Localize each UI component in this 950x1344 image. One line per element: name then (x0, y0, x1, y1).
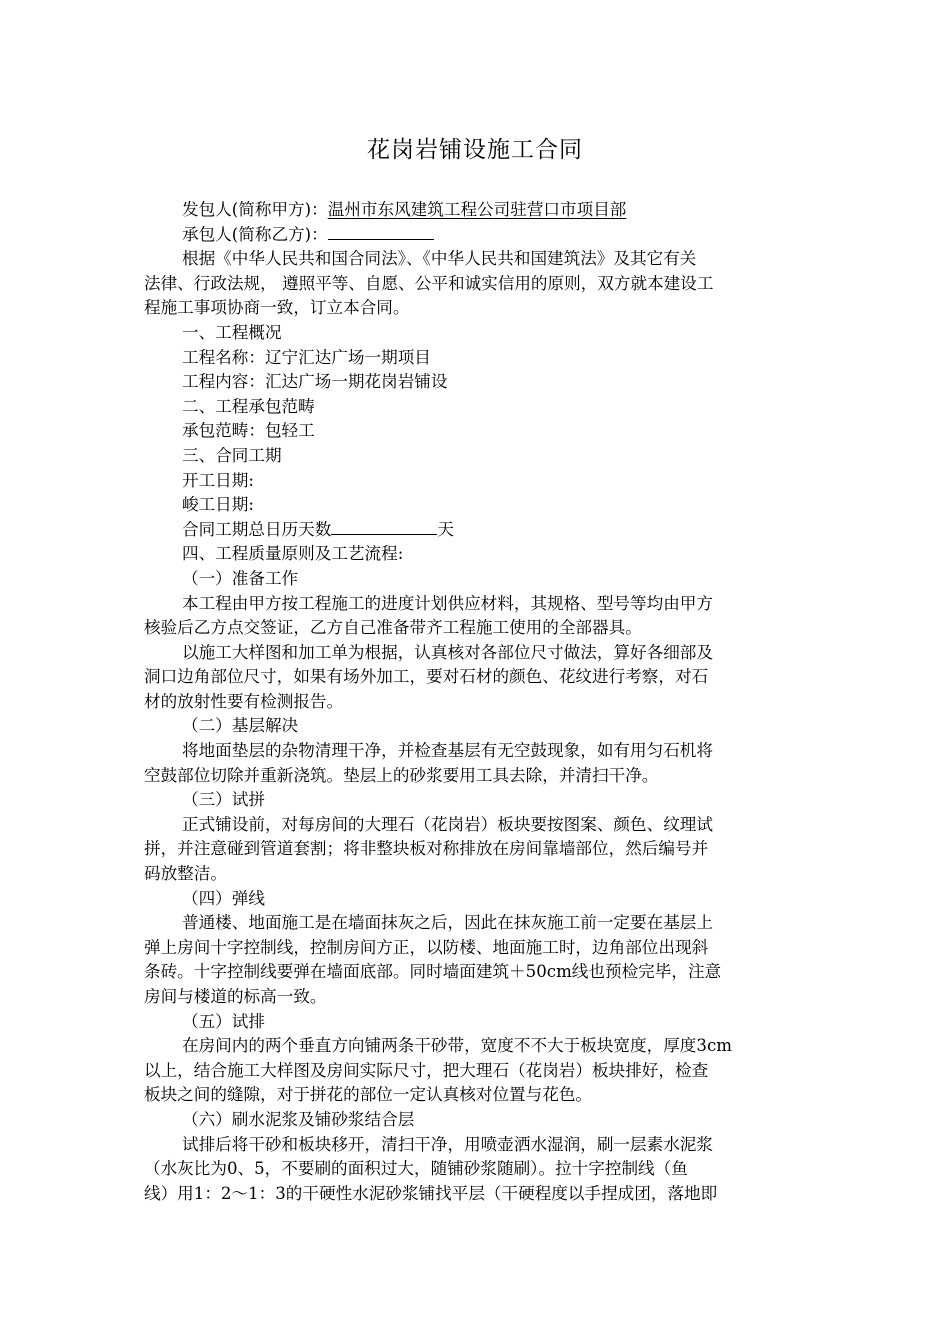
party-b-blank (328, 223, 434, 240)
intro-line-2: 法律、行政法规， 遵照平等、自愿、公平和诚实信用的原则，双方就本建设工 (144, 273, 714, 293)
total-days-blank (331, 518, 437, 535)
sub2-p1-line-1: 将地面垫层的杂物清理干净，并检查基层有无空鼓现象，如有用匀石机将 (182, 741, 713, 761)
sub1-p2-line-3: 材的放射性要有检测报告。 (144, 691, 344, 711)
party-a-line (144, 198, 800, 223)
sub3-p1-line-1: 正式铺设前，对每房间的大理石（花岗岩）板块要按图案、颜色、纹理试 (182, 814, 713, 834)
project-content: 工程内容：汇达广场一期花岗岩铺设 (182, 372, 448, 392)
party-b-line (144, 223, 800, 248)
section2-heading: 二、工程承包范畴 (182, 396, 315, 416)
total-days-label: 合同工期总日历天数 (182, 519, 332, 539)
start-date: 开工日期: (182, 470, 254, 490)
section1-heading: 一、工程概况 (182, 322, 282, 342)
total-days-line (144, 518, 800, 543)
sub5-p1-line-1: 在房间内的两个垂直方向铺两条干砂带，宽度不不大于板块宽度，厚度3cm (182, 1036, 732, 1056)
sub1-p1-line-2: 核验后乙方点交签证，乙方自己准备带齐工程施工使用的全部器具。 (144, 618, 642, 638)
sub1-heading: （一）准备工作 (182, 568, 299, 588)
sub6-p1-line-1: 试排后将干砂和板块移开，清扫干净，用喷壶洒水湿润，刷一层素水泥浆 (182, 1134, 713, 1154)
document-title: 花岗岩铺设施工合同 (367, 137, 583, 163)
sub1-p1-line-1: 本工程由甲方按工程施工的进度计划供应材料，其规格、型号等均由甲方 (182, 593, 713, 613)
intro-line-1: 根据《中华人民共和国合同法》、《中华人民共和国建筑法》及其它有关 (182, 249, 697, 269)
sub2-heading: （二）基层解决 (182, 716, 299, 736)
sub4-heading: （四）弹线 (182, 888, 265, 908)
sub5-heading: （五）试排 (182, 1011, 265, 1031)
sub1-p2-line-2: 洞口边角部位尺寸，如果有场外加工，要对石材的颜色、花纹进行考察，对石 (144, 667, 709, 687)
sub4-p1-line-3: 条砖。十字控制线要弹在墙面底部。同时墙面建筑＋50cm线也预检完毕，注意 (144, 962, 722, 982)
sub3-p1-line-3: 码放整洁。 (144, 864, 227, 884)
sub4-p1-line-4: 房间与楼道的标高一致。 (144, 987, 327, 1006)
end-date: 峻工日期: (182, 495, 254, 515)
sub1-p2-line-1: 以施工大样图和加工单为根据，认真核对各部位尺寸做法，算好各细部及 (182, 642, 713, 662)
intro-line-3: 程施工事项协商一致，订立本合同。 (144, 298, 410, 318)
document-body (144, 198, 800, 1206)
sub4-p1-line-2: 弹上房间十字控制线，控制房间方正，以防楼、地面施工时，边角部位出现斜 (144, 937, 709, 957)
party-a-value: 温州市东风建筑工程公司驻营口市项目部 (327, 200, 627, 219)
project-name: 工程名称：辽宁汇达广场一期项目 (182, 347, 431, 367)
party-b-label: 承包人(简称乙方)： (182, 224, 328, 244)
sub6-p1-line-2: （水灰比为0、5，不要刷的面积过大，随铺砂浆随刷）。拉十字控制线（鱼 (144, 1159, 688, 1179)
section4-heading: 四、工程质量原则及工艺流程: (182, 544, 404, 564)
sub3-heading: （三）试拼 (182, 790, 265, 810)
sub5-p1-line-3: 板块之间的缝隙，对于拼花的部位一定认真核对位置与花色。 (144, 1085, 593, 1105)
total-days-unit: 天 (437, 519, 454, 539)
sub6-heading: （六）刷水泥浆及铺砂浆结合层 (182, 1109, 415, 1129)
sub5-p1-line-2: 以上，结合施工大样图及房间实际尺寸，把大理石（花岗岩）板块排好，检查 (144, 1060, 709, 1080)
party-a-label: 发包人(简称甲方)： (182, 200, 328, 219)
sub2-p1-line-2: 空鼓部位切除并重新浇筑。垫层上的砂浆要用工具去除，并清扫干净。 (144, 765, 659, 785)
section3-heading: 三、合同工期 (182, 445, 282, 465)
sub4-p1-line-1: 普通楼、地面施工是在墙面抹灰之后，因此在抹灰施工前一定要在基层上 (182, 913, 713, 933)
sub3-p1-line-2: 拼，并注意碰到管道套割；将非整块板对称排放在房间靠墙部位，然后编号并 (144, 839, 709, 859)
scope-line: 承包范畴：包轻工 (182, 421, 315, 441)
sub6-p1-line-3: 线）用1：2～1：3的干硬性水泥砂浆铺找平层（干硬程度以手捏成团，落地即 (144, 1183, 718, 1203)
